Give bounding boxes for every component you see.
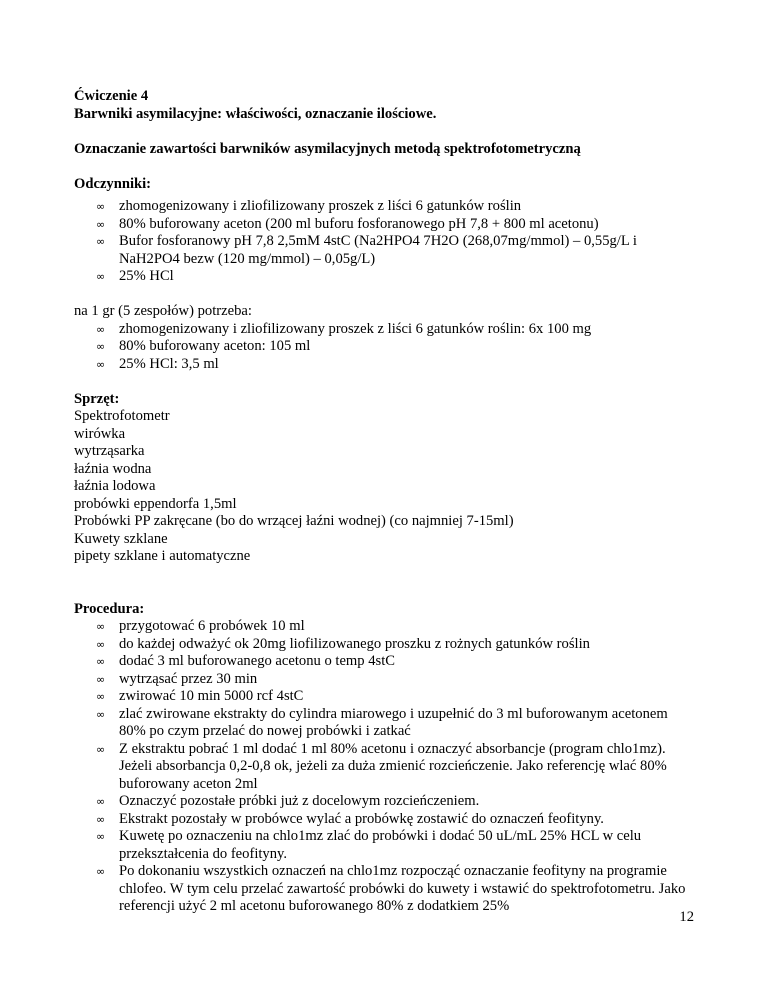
reagents-list [74, 198, 694, 286]
infinity-bullet-icon: ∞ [96, 200, 106, 213]
infinity-bullet-icon: ∞ [96, 340, 106, 353]
infinity-bullet-icon: ∞ [96, 742, 106, 756]
infinity-bullet-icon: ∞ [96, 707, 106, 721]
infinity-bullet-icon: ∞ [96, 812, 106, 826]
list-item: ∞ dodać 3 ml buforowanego acetonu o temp 4stC [96, 653, 395, 669]
list-item: wirówka [74, 425, 126, 442]
list-item: łaźnia wodna [74, 460, 152, 477]
infinity-bullet-icon: ∞ [96, 322, 106, 336]
infinity-bullet-icon: ∞ [96, 865, 106, 878]
procedure-heading: Procedura: [74, 600, 145, 617]
infinity-bullet-icon: ∞ [96, 637, 106, 651]
list-item: ∞ Ekstrakt pozostały w probówce wylać a probówkę zostawić do oznaczeń feofityny. [96, 810, 604, 827]
list-item: ∞ 80% buforowany aceton: 105 ml [96, 338, 311, 354]
list-item: ∞ 25% HCl: 3,5 ml [96, 355, 219, 372]
list-item: probówki eppendorfa 1,5ml [74, 495, 237, 512]
per-group-list [74, 321, 694, 374]
list-item: ∞ Z ekstraktu pobrać 1 ml dodać 1 ml 80% acetonu i oznaczyć absorbancje (program chlo1mz). Jeżeli absorbancja 0,2-0,8 ok, jeżeli za duża zmienić rozcieńczenie. Jako referencję wlać 80% buforowany aceton 2ml [96, 740, 667, 792]
list-item: Kuwety szklane [74, 530, 168, 547]
list-item: ∞ wytrząsać przez 30 min [96, 670, 258, 687]
exercise-label: Ćwiczenie 4 [74, 88, 149, 104]
infinity-bullet-icon: ∞ [96, 270, 106, 283]
section-title: Oznaczanie zawartości barwników asymilacyjnych metodą spektrofotometryczną [74, 140, 581, 157]
list-item: ∞ zlać zwirowane ekstrakty do cylindra miarowego i uzupełnić do 3 ml buforowanym acetonem 80% po czym przelać do nowej probówki i zatkać [96, 705, 668, 739]
list-item: ∞ zhomogenizowany i zliofilizowany proszek z liści 6 gatunków roślin: 6x 100 mg [96, 320, 592, 337]
infinity-bullet-icon: ∞ [96, 217, 106, 231]
list-item: Probówki PP zakręcane (bo do wrzącej łaźni wodnej) (co najmniej 7-15ml) [74, 513, 514, 529]
infinity-bullet-icon: ∞ [96, 795, 106, 808]
procedure-list [74, 618, 694, 916]
list-item: Spektrofotometr [74, 408, 170, 424]
list-item: ∞ zhomogenizowany i zliofilizowany proszek z liści 6 gatunków roślin [96, 198, 522, 214]
infinity-bullet-icon: ∞ [96, 690, 106, 703]
list-item: ∞ Oznaczyć pozostałe próbki już z docelowym rozcieńczeniem. [96, 793, 480, 809]
equipment-list [74, 408, 694, 566]
infinity-bullet-icon: ∞ [96, 235, 106, 248]
infinity-bullet-icon: ∞ [96, 620, 106, 633]
equipment-heading: Sprzęt: [74, 390, 120, 407]
per-group-heading: na 1 gr (5 zespołów) potrzeba: [74, 303, 252, 319]
list-item: ∞ przygotować 6 probówek 10 ml [96, 618, 305, 634]
infinity-bullet-icon: ∞ [96, 655, 106, 668]
list-item: łaźnia lodowa [74, 478, 156, 494]
list-item: pipety szklane i automatyczne [74, 548, 251, 564]
list-item: ∞ zwirować 10 min 5000 rcf 4stC [96, 688, 304, 704]
list-item: wytrząsarka [74, 443, 145, 459]
list-item: ∞ Kuwetę po oznaczeniu na chlo1mz zlać do probówki i dodać 50 uL/mL 25% HCL w celu przekształcenia do feofityny. [96, 828, 642, 862]
exercise-title: Barwniki asymilacyjne: właściwości, oznaczanie ilościowe. [74, 105, 437, 122]
infinity-bullet-icon: ∞ [96, 672, 106, 686]
infinity-bullet-icon: ∞ [96, 830, 106, 843]
document-page [74, 88, 694, 916]
infinity-bullet-icon: ∞ [96, 357, 106, 371]
list-item: ∞ Po dokonaniu wszystkich oznaczeń na chlo1mz rozpocząć oznaczanie feofityny na programie chlofeo. W tym celu przelać zawartość probówki do kuwety i wstawić do spektrofotometru. Jako referencji użyć 2 ml acetonu buforowanego 80% z dodatkiem 25% [96, 863, 686, 914]
list-item: ∞ 80% buforowany aceton (200 ml buforu fosforanowego pH 7,8 + 800 ml acetonu) [96, 215, 599, 232]
list-item: ∞ do każdej odważyć ok 20mg liofilizowanego proszku z rożnych gatunków roślin [96, 635, 590, 652]
list-item: ∞ 25% HCl [96, 268, 174, 284]
reagents-heading: Odczynniki: [74, 175, 152, 192]
page-number: 12 [679, 909, 694, 925]
list-item: ∞ Bufor fosforanowy pH 7,8 2,5mM 4stC (Na2HPO4 7H2O (268,07mg/mmol) – 0,55g/L i NaH2PO4 bezw (120 mg/mmol) – 0,05g/L) [96, 233, 637, 267]
